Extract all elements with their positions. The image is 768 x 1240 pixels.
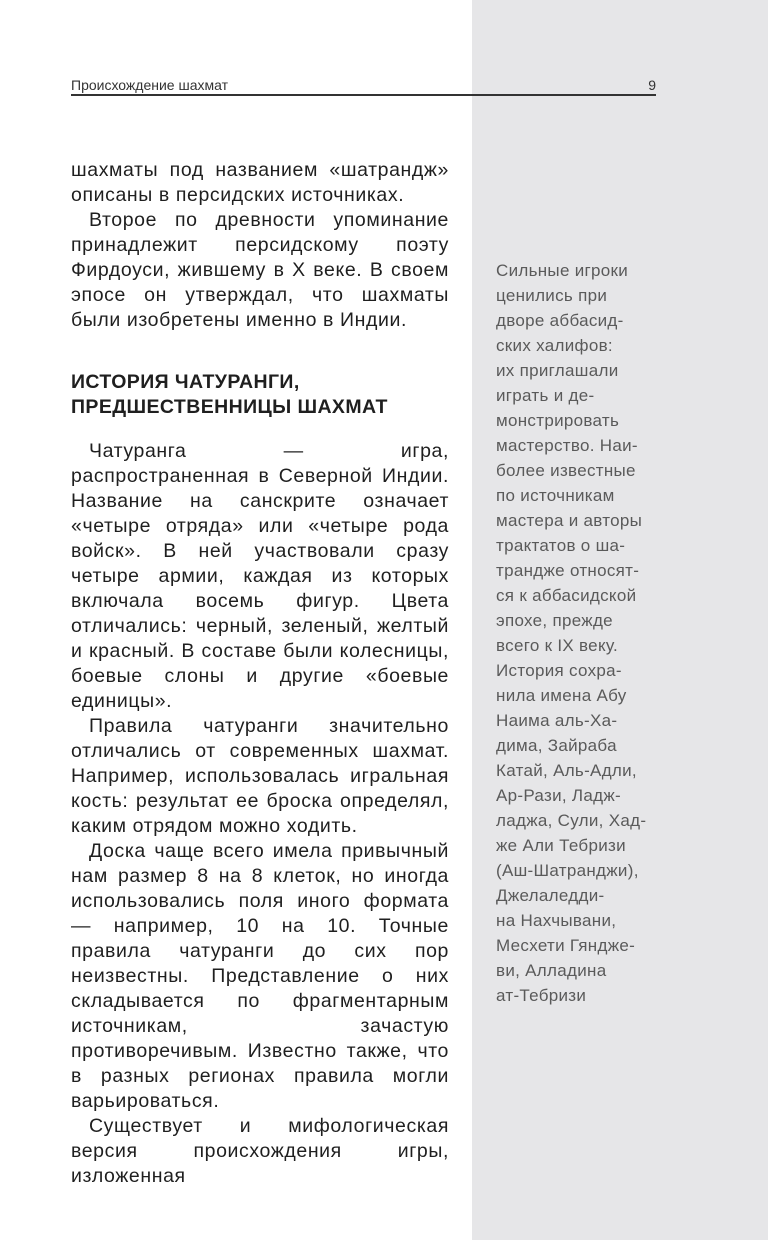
main-text-column: [71, 158, 449, 1189]
sidebar-line: дворе аббасид-: [496, 311, 624, 330]
sidebar-line: ценились при: [496, 286, 608, 305]
paragraph-6: Существует и мифологическая версия происхождения игры, изложенная: [71, 1115, 449, 1187]
sidebar-line: Ар-Рази, Ладж-: [496, 786, 621, 805]
sidebar-line: дима, Зайраба: [496, 736, 617, 755]
sidebar-line: Джелаледди-: [496, 886, 605, 905]
sidebar-line: ся к аббасидской: [496, 586, 637, 605]
section-heading: [71, 370, 449, 420]
sidebar-line: трандже относят-: [496, 561, 640, 580]
sidebar-line: на Нахчывани,: [496, 911, 617, 930]
sidebar-line: (Аш-Шатранджи),: [496, 861, 639, 880]
sidebar-line: более известные: [496, 461, 636, 480]
running-header: [71, 76, 656, 96]
sidebar-line: мастерство. Наи-: [496, 436, 638, 455]
sidebar-line: эпохе, прежде: [496, 611, 613, 630]
section-heading-line-1: ИСТОРИЯ ЧАТУРАНГИ,: [71, 371, 300, 393]
running-header-title: Происхождение шахмат: [71, 77, 229, 93]
sidebar-line: по источникам: [496, 486, 615, 505]
sidebar-line: нила имена Абу: [496, 686, 627, 705]
sidebar-line: ладжа, Сули, Хад-: [496, 811, 647, 830]
sidebar-line: мастера и авторы: [496, 511, 643, 530]
paragraph-4: Правила чатуранги значительно отличались от современных шахмат. Например, использовалась игральная кость: результат ее броска определял, каким отрядом можно ходить.: [71, 715, 449, 837]
sidebar-line: Наима аль-Ха-: [496, 711, 618, 730]
paragraph-5: Доска чаще всего имела привычный нам размер 8 на 8 клеток, но иногда использовались поля иного формата — например, 10 на 10. Точные правила чатуранги до сих пор неизвестны. Представление о них складывается по фрагментарным источникам, зачастую противоречивым. Известно также, что в разных регионах правила могли варьироваться.: [71, 840, 449, 1112]
section-heading-line-2: ПРЕДШЕСТВЕННИЦЫ ШАХМАТ: [71, 396, 388, 418]
sidebar-line: ских халифов:: [496, 336, 613, 355]
sidebar-line: трактатов о ша-: [496, 536, 626, 555]
sidebar-line: Месхети Гяндже-: [496, 936, 636, 955]
paragraph-1: шахматы под названием «шатрандж» описаны в персидских источниках.: [71, 159, 449, 206]
sidebar-line: играть и де-: [496, 386, 595, 405]
page-number: 9: [648, 77, 656, 93]
paragraph-2: Второе по древности упоминание принадлежит персидскому поэту Фирдоуси, жившему в X веке. В своем эпосе он утверждал, что шахматы были изобретены именно в Индии.: [71, 209, 449, 331]
sidebar-line: Сильные игроки: [496, 261, 629, 280]
paragraph-3: Чатуранга — игра, распространенная в Северной Индии. Название на санскрите означает «четыре отряда» или «четыре рода войск». В ней участвовали сразу четыре армии, каждая из которых включала восемь фигур. Цвета отличались: черный, зеленый, желтый и красный. В составе были колесницы, боевые слоны и другие «боевые единицы».: [71, 440, 449, 712]
sidebar-line: ат-Тебризи: [496, 986, 587, 1005]
sidebar-line: монстрировать: [496, 411, 620, 430]
sidebar-line: всего к IX веку.: [496, 636, 618, 655]
sidebar-line: их приглашали: [496, 361, 619, 380]
sidebar-line: История сохра-: [496, 661, 622, 680]
sidebar-note: [496, 258, 666, 1008]
sidebar-line: Катай, Аль-Адли,: [496, 761, 637, 780]
sidebar-line: ви, Алладина: [496, 961, 607, 980]
sidebar-line: же Али Тебризи: [496, 836, 626, 855]
